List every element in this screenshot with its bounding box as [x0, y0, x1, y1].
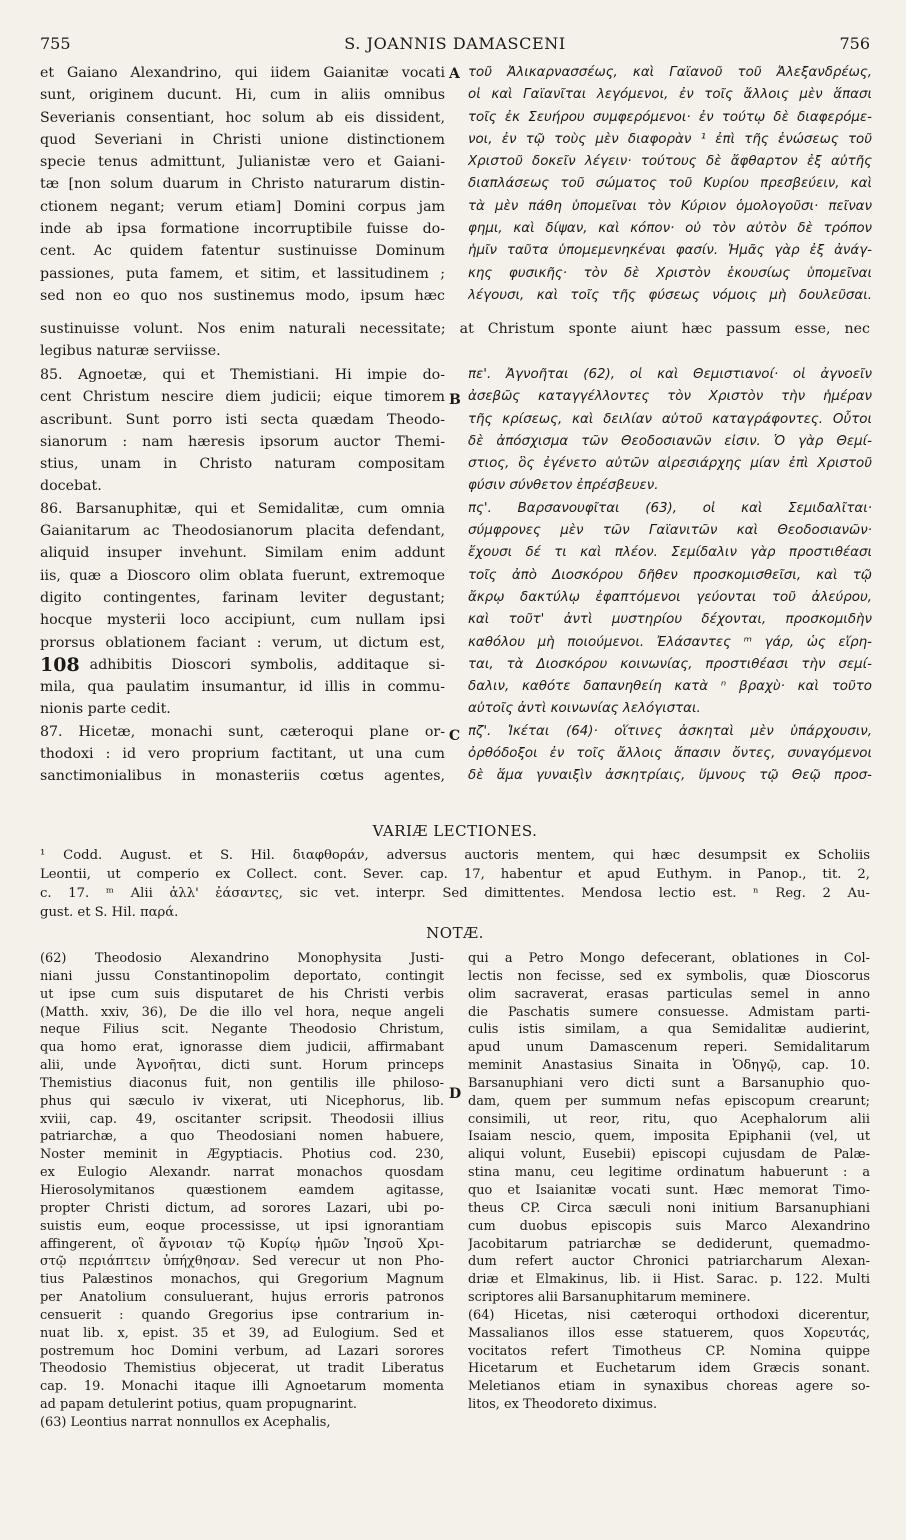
margin-letter-d: D [449, 1086, 462, 1102]
note-line: driæ et Elmakinus, lib. ii Hist. Sarac. p. 122. Multi [468, 1272, 870, 1288]
note-line: (63) Leontius narrat nonnullos ex Acephalis, [40, 1414, 331, 1430]
latin-line: thodoxi : id vero proprium factitant, ut una cum [40, 746, 445, 763]
greek-line: δαλιν, καθότε δαπανηθείη κατὰ ⁿ βραχὺ· καὶ τοῦτο [468, 679, 872, 695]
greek-line: ται, τὰ Διοσκόρου κοινωνίας, προστιθέασι τὴν σεμί- [468, 656, 872, 672]
note-line: dam, quem per summum nefas episcopum crearunt; [468, 1093, 870, 1109]
note-line: qui a Petro Mongo defecerant, oblationes in Col- [468, 951, 870, 966]
latin-line: sed non eo quo nos sustinemus modo, ipsum hæc [40, 287, 445, 304]
note-line: Meletianos etiam in synaxibus choreas agere so- [468, 1379, 870, 1395]
latin-line: tæ [non solum duarum in Christo naturarum distin- [40, 176, 445, 193]
greek-line: ἡμῖν ταῦτα ὑπομεμενηκέναι φασίν. Ἡμᾶς γὰρ ἐξ ἀνάγ- [468, 243, 872, 259]
note-line: Hicetarum et Euchetarum idem Græcis sonant. [468, 1361, 870, 1377]
greek-line: ἔχουσι δέ τι καὶ πλέον. Σεμίδαλιν γὰρ προστιθέασι [468, 545, 872, 561]
note-line: meminit Anastasius Sinaita in Ὁδηγῷ, cap. 10. [468, 1058, 870, 1074]
note-line: olim sacraverat, erasas particulas semel in anno [468, 986, 870, 1002]
note-line: Isaiam nescio, quem, imposita Epiphanii (vel, ut [468, 1129, 870, 1145]
note-line: aliqui volunt, Eusebii) episcopi cujusdam de Palæ- [468, 1147, 870, 1163]
note-line: propter Christi dictum, ad sorores Lazari, ubi po- [40, 1200, 444, 1216]
variant-line: gust. et S. Hil. παρά. [40, 905, 179, 920]
note-line: tius Palæstinos monachos, qui Gregorium Magnum [40, 1272, 444, 1288]
note-line: postremum hoc Domini verbum, ad Lazari sorores [40, 1343, 444, 1359]
note-line: Noster meminit in Ægyptiacis. Photius cod. 230, [40, 1147, 444, 1163]
full-width-text [40, 318, 870, 363]
margin-letter-a: A [449, 66, 460, 82]
latin-line [40, 654, 445, 676]
note-line: consimili, ut reor, ritu, quo Acephalorum alii [468, 1111, 870, 1127]
greek-line: δὲ ἅμα γυναιξὶν ἀσκητρίαις, ὕμνους τῷ Θεῷ προσ- [468, 768, 872, 784]
note-line: Barsanuphiani vero dicti sunt a Barsanuphio quo- [468, 1075, 870, 1091]
latin-line: sanctimonialibus in monasteriis cœtus agentes, [40, 768, 445, 785]
latin-line: specie tenus admittunt, Julianistæ vero et Gaiani- [40, 154, 445, 171]
greek-line: οἱ καὶ Γαϊανῖται λεγόμενοι, ἐν τοῖς ἄλλοις μὲν ἅπασι [468, 87, 872, 103]
greek-line: πε'. Ἀγνοῆται (62), οἱ καὶ Θεμιστιανοί· οἱ ἀγνοεῖν [468, 367, 872, 382]
page-header [40, 34, 870, 60]
latin-line: ctionem negant; verum etiam] Domini corpus jam [40, 198, 445, 215]
variae-lectiones-heading: VARIÆ LECTIONES. [372, 822, 538, 840]
notes-left-column [40, 950, 444, 1432]
variant-line: ¹ Codd. August. et S. Hil. διαφθοράν, adversus auctoris mentem, qui hæc desumpsit ex Scholiis [40, 848, 870, 863]
variant-line: Leontii, ut comperio ex Collect. cont. Sever. cap. 17, habentur et apud Euthym. in Panop., tit. 2, [40, 867, 870, 882]
latin-line: 87. Hicetæ, monachi sunt, cæteroqui plane or- [40, 723, 445, 740]
greek-line: λέγουσι, καὶ τοῖς τῆς φύσεως νόμοις μὴ δουλεῦσαι. [468, 287, 872, 303]
latin-line: stius, unam in Christo naturam compositam [40, 456, 445, 473]
note-line: xviii, cap. 49, oscitanter scripsit. Theodosii illius [40, 1111, 444, 1127]
greek-line: πς'. Βαρσανουφῖται (63), οἱ καὶ Σεμιδαλῖται· [468, 500, 872, 516]
page-number-right: 756 [839, 34, 870, 53]
note-line: ex Eulogio Alexandr. narrat monachos quosdam [40, 1165, 444, 1181]
greek-line: νοι, ἐν τῷ τοὺς μὲν διαφορὰν ¹ ἐπὶ τῆς ἑνώσεως τοῦ [468, 131, 872, 147]
latin-line: ascribunt. Sunt porro isti secta quædam Theodo- [40, 411, 445, 428]
note-line: suistis eum, eoque processisse, ut ipsi ignorantiam [40, 1218, 444, 1234]
latin-line: cent Christum nescire diem judicii; eique timorem [40, 389, 445, 406]
note-line: Hierosolymitanos quæstionem eamdem agitasse, [40, 1182, 444, 1198]
note-line: (64) Hicetas, nisi cæteroqui orthodoxi dicerentur, [468, 1307, 870, 1323]
page-number-left: 755 [40, 34, 71, 53]
greek-line: τῆς κρίσεως, καὶ δειλίαν αὐτοῦ καταγράφοντες. Οὗτοι [468, 411, 872, 427]
latin-column-bottom [40, 364, 445, 788]
note-line: (Matth. xxiv, 36), De die illo vel hora, neque angeli [40, 1004, 444, 1020]
notae-heading: NOTÆ. [426, 924, 484, 942]
note-line: phus qui sæculo iv vixerat, uti Nicephorus, lib. [40, 1093, 444, 1109]
note-line: dum refert auctor Chronici patriarcharum Alexan- [468, 1254, 870, 1270]
latin-line: aliquid insuper invehunt. Similam enim addunt [40, 545, 445, 562]
greek-line: ἄκρῳ δακτύλῳ ἐφαπτόμενοι γεύονται τοῦ ἀλεύρου, [468, 589, 872, 605]
latin-line-text: adhibitis Dioscori symbolis, additaque si- [89, 656, 445, 673]
note-line: nuat lib. x, epist. 35 et 39, ad Eulogium. Sed et [40, 1325, 444, 1341]
greek-line: τοῦ Ἀλικαρνασσέως, καὶ Γαϊανοῦ τοῦ Ἀλεξανδρέως, [468, 65, 872, 80]
note-line: ut ipse cum suis disputaret de his Christi verbis [40, 986, 444, 1002]
note-line: vocitatos refert Timotheus CP. Nomina quippe [468, 1343, 870, 1359]
note-line: quo et Isaianitæ vocati sunt. Hæc memorat Timo- [468, 1182, 870, 1198]
latin-line: Severianis consentiant, hoc solum ab eis dissident, [40, 109, 445, 126]
note-line: theus CP. Circa sæculi noni initium Barsanuphiani [468, 1200, 870, 1216]
note-line: Theodosio Themistius objecerat, ut tradit Liberatus [40, 1361, 444, 1377]
margin-letter-c: C [449, 728, 461, 744]
greek-line: φύσιν σύνθετον ἐπρέσβευεν. [468, 478, 659, 494]
latin-line: hocque mysterii loco accipiunt, cum nullam ipsi [40, 612, 445, 629]
greek-line: φημι, καὶ δίψαν, καὶ κόπον· οὐ τὸν αὐτὸν δὲ τρόπον [468, 221, 872, 237]
greek-line: σύμφρονες μὲν τῶν Γαϊανιτῶν καὶ Θεοδοσιανῶν· [468, 523, 872, 539]
full-line: sustinuisse volunt. Nos enim naturali necessitate; at Christum sponte aiunt hæc passum esse, nec [40, 321, 870, 337]
latin-line: nionis parte cedit. [40, 701, 171, 718]
latin-line: prorsus oblationem faciant : verum, ut dictum est, [40, 634, 445, 651]
greek-line: αὐτοῖς ἀντὶ κοινωνίας λελόγισται. [468, 701, 701, 717]
margin-letter-b: B [449, 392, 461, 408]
note-line: Jacobitarum patriarchæ se dediderunt, quemadmo- [468, 1236, 870, 1252]
note-line: die Paschatis sumere consuesse. Admistam parti- [468, 1004, 870, 1020]
note-line: cum duobus episcopis suis Marco Alexandrino [468, 1218, 870, 1234]
latin-line: inde ab ipsa formatione incorruptibile fuisse do- [40, 221, 445, 238]
note-line: culis istis similam, a qua Semidalitæ audierint, [468, 1022, 870, 1038]
greek-line: πζ'. Ἱκέται (64)· οἵτινες ἀσκηταὶ μὲν ὑπάρχουσιν, [468, 723, 872, 739]
running-title: S. JOANNIS DAMASCENI [344, 34, 566, 53]
note-line: litos, ex Theodoreto diximus. [468, 1397, 658, 1413]
variant-line: c. 17. ᵐ Alii ἀλλ' ἐάσαντες, sic vet. interpr. Sed dimittentes. Mendosa lectio est. ⁿ Reg. 2 Au- [40, 886, 870, 901]
greek-column-top [468, 62, 872, 307]
latin-line: quod Severiani in Christi unione distinctionem [40, 131, 445, 148]
full-line: legibus naturæ serviisse. [40, 343, 221, 360]
note-line: lectis non fecisse, sed ex symbolis, quæ Dioscorus [468, 968, 870, 984]
latin-line: cent. Ac quidem fatentur sustinuisse Dominum [40, 243, 445, 260]
note-line: patriarchæ, a quo Theodosiani nomen habuere, [40, 1129, 444, 1145]
latin-line: et Gaiano Alexandrino, qui iidem Gaianitæ vocati [40, 65, 445, 81]
latin-column-top [40, 62, 445, 307]
note-line: niani jussu Constantinopolim deportato, contingit [40, 968, 444, 984]
note-line: alii, unde Ἀγνοῆται, dicti sunt. Horum princeps [40, 1058, 444, 1074]
note-line: neque Filius scit. Negante Theodosio Christum, [40, 1022, 444, 1038]
note-line: Themistius diaconus fuit, non gentilis ille philoso- [40, 1075, 444, 1091]
greek-line: δὲ ἀπόσχισμα τῶν Θεοδοσιανῶν εἰσιν. Ὁ γὰρ Θεμί- [468, 433, 872, 449]
greek-line: ἀσεβῶς καταγγέλλοντες τὸν Χριστὸν τὴν ἡμέραν [468, 389, 872, 405]
note-line: apud unum Damascenum reperi. Semidalitarum [468, 1040, 870, 1056]
greek-column-bottom [468, 364, 872, 788]
greek-line: καθόλου μὴ ποιούμενοι. Ἐλάσαντες ᵐ γάρ, ὡς εἴρη- [468, 634, 872, 650]
note-line: per Anatolium consuluerant, hujus erroris patronos [40, 1290, 444, 1306]
note-line: qua homo erat, ignorasse diem judicii, affirmabant [40, 1040, 444, 1056]
variae-lectiones [40, 846, 870, 922]
note-line: scriptores alii Barsanuphitarum meminere. [468, 1290, 751, 1306]
latin-line: sianorum : nam hæresis ipsorum auctor Themi- [40, 433, 445, 450]
greek-line: τοῖς ἐκ Σευήρου συμφερόμενοι· ἐν τούτῳ δὲ διαφερόμε- [468, 109, 872, 125]
note-line: (62) Theodosio Alexandrino Monophysita Justi- [40, 951, 444, 966]
note-line: στῷ περιάπτειν ὑπήχθησαν. Sed verecur ut non Pho- [40, 1254, 444, 1270]
latin-line: docebat. [40, 478, 102, 495]
greek-line: διαπλάσεως τοῦ σώματος τοῦ Κυρίου πρεσβεύειν, καὶ [468, 176, 872, 192]
latin-line: passiones, puta famem, et sitim, et lassitudinem ; [40, 265, 445, 282]
latin-line: 85. Agnoetæ, qui et Themistiani. Hi impie do- [40, 367, 445, 383]
latin-line: iis, quæ a Dioscoro olim oblata fuerunt, extremoque [40, 567, 445, 584]
latin-line: 86. Barsanuphitæ, qui et Semidalitæ, cum omnia [40, 500, 445, 517]
greek-line: στιος, ὃς ἐγένετο αὐτῶν αἱρεσιάρχης μίαν ἐπὶ Χριστοῦ [468, 456, 872, 472]
greek-line: Χριστοῦ δοκεῖν λέγειν· τούτους δὲ ἄφθαρτον ἐξ αὐτῆς [468, 154, 872, 170]
greek-line: ὀρθόδοξοι ἐν τοῖς ἄλλοις ἅπασιν ὄντες, συναγόμενοι [468, 746, 872, 762]
note-line: ad papam detulerint potius, quam propugnarint. [40, 1397, 358, 1413]
greek-line: τὰ μὲν πάθη ὑπομεῖναι τὸν Κύριον ὁμολογοῦσι· πεῖναν [468, 198, 872, 214]
note-line: censuerit : quando Gregorius ipse contrarium in- [40, 1307, 444, 1323]
column-number: 108 [40, 653, 80, 676]
notes-right-column [468, 950, 870, 1414]
note-line: Massalianos illos esse statuerem, quos Χορευτάς, [468, 1325, 870, 1341]
latin-line: mila, qua paulatim insumantur, id illis in commu- [40, 679, 445, 696]
note-line: affingerent, οἳ ἄγνοιαν τῷ Κυρίῳ ἡμῶν Ἰησοῦ Χρι- [40, 1236, 444, 1252]
note-line: cap. 19. Monachi itaque illi Agnoetarum momenta [40, 1379, 444, 1395]
note-line: stina manu, ceu legitime ordinatum habuerunt : a [468, 1165, 870, 1181]
latin-line: Gaianitarum ac Theodosianorum placita defendant, [40, 523, 445, 540]
greek-line: τοῖς ἀπὸ Διοσκόρου δῆθεν προσκομισθεῖσι, καὶ τῷ [468, 567, 872, 583]
latin-line: sunt, originem ducunt. Hi, cum in aliis omnibus [40, 87, 445, 104]
greek-line: καὶ τοῦτ' ἀντὶ μυστηρίου δέχονται, προσκομιδὴν [468, 612, 872, 628]
latin-line: digito contingentes, farinam leviter degustant; [40, 589, 445, 606]
greek-line: κης φυσικῆς· τὸν δὲ Χριστὸν ἑκουσίως ὑπομεῖναι [468, 265, 872, 281]
